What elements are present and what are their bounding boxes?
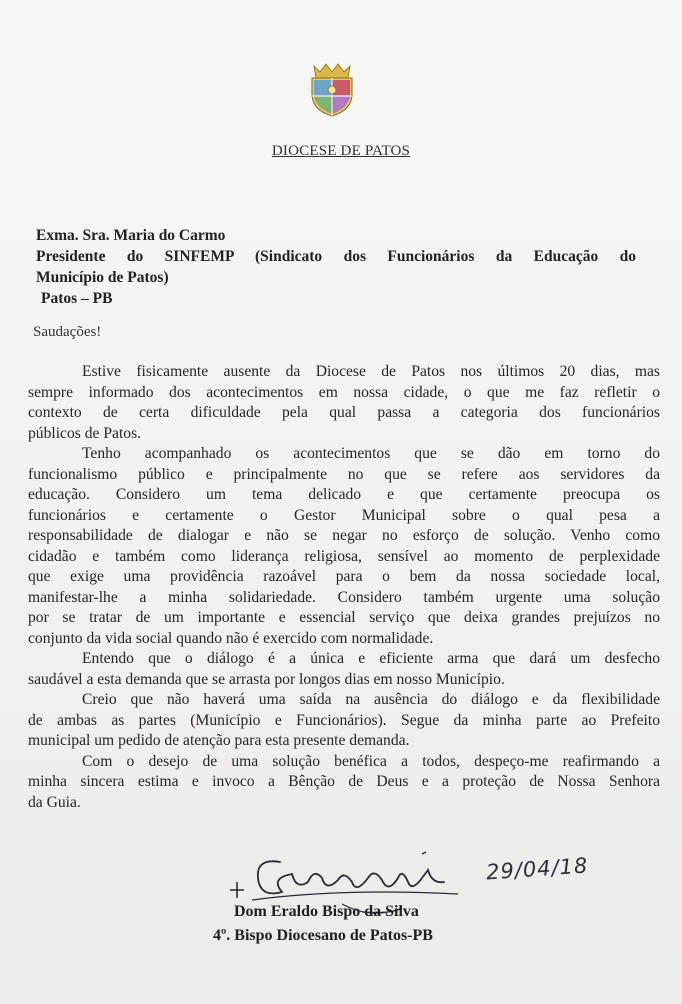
recipient-block: [36, 225, 636, 309]
recipient-position: Presidente do SINFEMP (Sindicato dos Funcionários da Educação do: [36, 248, 636, 265]
body-line: Entendo que o diálogo é a única e eficiente arma que dará um desfecho: [82, 650, 660, 667]
body-line: funcionalismo público e principalmente no que se refere aos servidores da: [28, 465, 660, 483]
handwritten-date: 29/04/18: [485, 853, 590, 885]
letter-body: [28, 362, 660, 813]
recipient-position-cont: Município de Patos): [36, 269, 169, 286]
signer-name: Dom Eraldo Bispo da Silva: [234, 903, 419, 920]
body-line: Tenho acompanhado os acontecimentos que se dão em torno do: [82, 445, 660, 462]
body-line: sempre informado dos acontecimentos em nossa cidade, o que me faz refletir o: [28, 383, 660, 401]
body-line: educação. Considero um tema delicado e que certamente preocupa os: [28, 486, 660, 503]
body-line: Creio que não haverá uma saída na ausência do diálogo e da flexibilidade: [82, 691, 660, 708]
body-line: Com o desejo de uma solução benéfica a todos, despeço-me reafirmando a: [82, 752, 660, 770]
recipient-name: Exma. Sra. Maria do Carmo: [36, 227, 226, 244]
body-line: conjunto da vida social quando não é exercido com normalidade.: [28, 629, 434, 647]
body-line: minha sincera estima e invoco a Bênção de Deus e a proteção de Nossa Senhora: [28, 773, 660, 790]
recipient-city: Patos – PB: [41, 290, 113, 307]
body-line: por se tratar de um importante e essencial serviço que deixa grandes prejuízos no: [28, 609, 660, 626]
body-line: responsabilidade de dialogar e não se negar no esforço de solução. Venho como: [28, 527, 660, 544]
body-line: funcionários e certamente o Gestor Municipal sobre o qual pesa a: [28, 506, 660, 524]
signer-title: 4º. Bispo Diocesano de Patos-PB: [213, 927, 433, 944]
body-line: manifestar-lhe a minha solidariedade. Considero também urgente uma solução: [28, 588, 660, 606]
body-line: Estive fisicamente ausente da Diocese de Patos nos últimos 20 dias, mas: [82, 363, 660, 380]
body-line: cidadão e também como liderança religiosa, sensível ao momento de perplexidade: [28, 547, 660, 565]
body-line: municipal um pedido de atenção para esta presente demanda.: [28, 732, 410, 749]
body-line: contexto de certa dificuldade pela qual passa a categoria dos funcionários: [28, 404, 660, 421]
body-line: da Guia.: [28, 793, 81, 811]
diocese-title: DIOCESE DE PATOS: [271, 143, 411, 159]
body-line: de ambas as partes (Município e Funcionários). Segue da minha parte ao Prefeito: [28, 711, 660, 729]
body-line: que exige uma providência razoável para o bem da nossa sociedade local,: [28, 568, 660, 585]
body-line: saudável a esta demanda que se arrasta por longos dias em nosso Município.: [28, 670, 505, 688]
greeting: Saudações!: [33, 324, 102, 340]
diocese-crest-icon: [306, 60, 358, 118]
body-line: públicos de Patos.: [28, 424, 142, 442]
